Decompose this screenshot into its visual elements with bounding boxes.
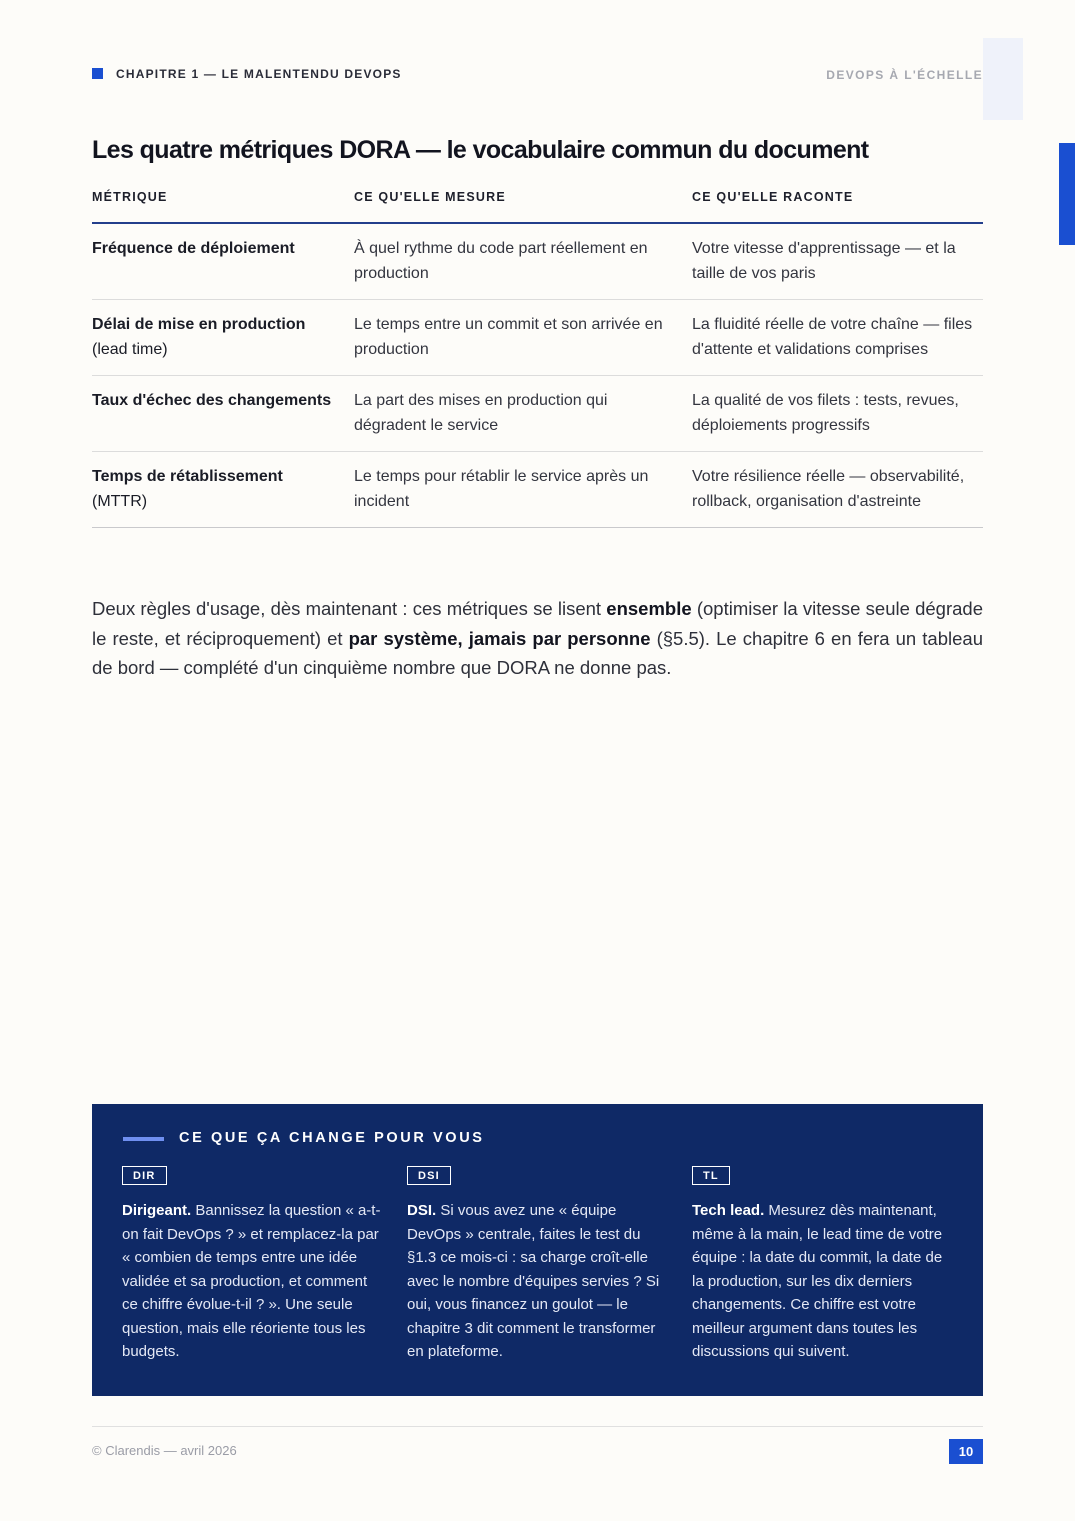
audience-text: Si vous avez une « équipe DevOps » centrale, faites le test du §1.3 ce mois-ci : sa charge croît-elle avec le nombre d'équipes servies ? Si oui, vous financez un goulot — le chapitre 3 dit comment le transformer en plateforme. [407, 1202, 660, 1360]
measures-cell: La part des mises en production qui dégradent le service [354, 375, 692, 451]
audience-advice [122, 1199, 384, 1364]
measures-cell: Le temps pour rétablir le service après un incident [354, 451, 692, 527]
paragraph-text: (optimiser la vitesse seule dégrade le reste, et réciproquement) et [92, 598, 983, 649]
chapter-marker [92, 68, 103, 79]
audience-text: Mesurez dès maintenant, même à la main, le lead time de votre équipe : la date du commit, la date de la production, sur les dix derniers changements. Ce chiffre est votre meilleur argument dans toutes les discussions qui suivent. [692, 1202, 943, 1360]
audience-lead: Tech lead. [692, 1202, 765, 1219]
table-row [92, 375, 983, 451]
chapter-label: CHAPITRE 1 — LE MALENTENDU DEVOPS [116, 67, 402, 81]
audience-advice [407, 1199, 669, 1364]
metric-cell [92, 451, 354, 527]
measures-cell: À quel rythme du code part réellement en production [354, 223, 692, 300]
audience-advice [692, 1199, 954, 1364]
metric-name: Taux d'échec des changements [92, 391, 332, 409]
usage-rules-paragraph [92, 594, 983, 683]
audience-text: Bannissez la question « a-t-on fait DevOps ? » et remplacez-la par « combien de temps entre une idée validée et sa production, et comment ce chiffre évolue-t-il ? ». Une seule question, mais elle réoriente tous les budgets. [122, 1202, 381, 1360]
page-number: 10 [949, 1439, 983, 1464]
audience-tag: TL [692, 1166, 730, 1185]
table-header-row [92, 180, 983, 223]
document-label: DEVOPS À L'ÉCHELLE [826, 68, 983, 82]
audience-tag: DIR [122, 1166, 167, 1185]
audience-lead: Dirigeant. [122, 1202, 192, 1219]
metric-name: Fréquence de déploiement [92, 239, 295, 257]
footer-divider [92, 1426, 983, 1427]
measures-cell: Le temps entre un commit et son arrivée en production [354, 299, 692, 375]
chapter-number-decoration [983, 38, 1023, 120]
callout-title: CE QUE ÇA CHANGE POUR VOUS [179, 1130, 485, 1146]
column-header: CE QU'ELLE RACONTE [692, 180, 983, 223]
dora-metrics-table [92, 180, 983, 528]
section-title: Les quatre métriques DORA — le vocabulaire commun du document [92, 136, 869, 164]
table-row [92, 223, 983, 300]
metric-name: Délai de mise en production [92, 315, 306, 333]
paragraph-text: (§5.5). Le chapitre 6 en fera un tableau de bord — complété d'un cinquième nombre que DORA ne donne pas. [92, 627, 983, 678]
table-row [92, 451, 983, 527]
column-header: MÉTRIQUE [92, 180, 354, 223]
paragraph-emphasis: par système, jamais par personne [348, 627, 651, 649]
tells-cell: La fluidité réelle de votre chaîne — files d'attente et validations comprises [692, 299, 983, 375]
audience-tag: DSI [407, 1166, 451, 1185]
audience-lead: DSI. [407, 1202, 437, 1219]
metric-cell [92, 223, 354, 300]
metric-note: (MTTR) [92, 493, 148, 510]
copyright-notice: © Clarendis — avril 2026 [92, 1443, 237, 1458]
audience-column-tl [692, 1166, 954, 1364]
metric-cell [92, 299, 354, 375]
paragraph-emphasis: ensemble [606, 598, 692, 619]
table-row [92, 299, 983, 375]
tells-cell: Votre vitesse d'apprentissage — et la taille de vos paris [692, 223, 983, 300]
audience-column-dsi [407, 1166, 669, 1364]
side-accent-bar [1059, 143, 1075, 245]
callout-accent-rule [123, 1137, 164, 1141]
tells-cell: La qualité de vos filets : tests, revues, déploiements progressifs [692, 375, 983, 451]
audience-callout-box [92, 1104, 983, 1396]
metric-cell [92, 375, 354, 451]
paragraph-text: Deux règles d'usage, dès maintenant : ces métriques se lisent [92, 598, 607, 619]
tells-cell: Votre résilience réelle — observabilité, rollback, organisation d'astreinte [692, 451, 983, 527]
metric-name: Temps de rétablissement [92, 467, 283, 485]
column-header: CE QU'ELLE MESURE [354, 180, 692, 223]
page-header [92, 64, 983, 84]
audience-column-dir [122, 1166, 384, 1364]
metric-note: (lead time) [92, 341, 168, 358]
